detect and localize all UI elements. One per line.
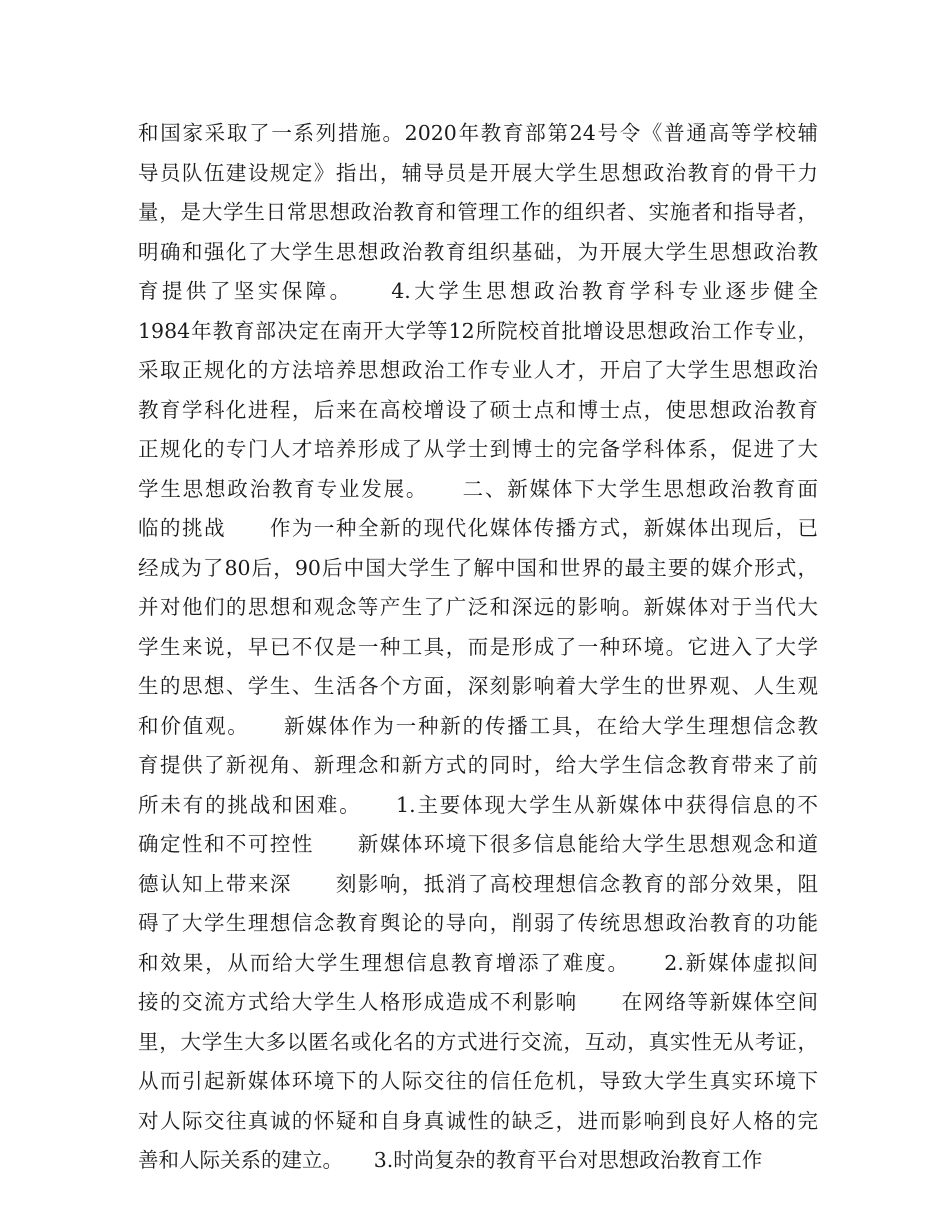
text-line: 采取正规化的方法培养思想政治工作专业人才，开启了大学生思想政治 [138,358,818,382]
text-line: 善和人际关系的建立。 3.时尚复杂的教育平台对思想政治教育工作 [138,1148,763,1172]
text-line: 德认知上带来深 刻影响，抵消了高校理想信念教育的部分效果，阻 [138,871,818,896]
text-line: 经成为了80后，90后中国大学生了解中国和世界的最主要的媒介形式， [138,555,818,580]
text-line: 从而引起新媒体环境下的人际交往的信任危机，导致大学生真实环境下 [138,1069,818,1093]
text-line: 和价值观。 新媒体作为一种新的传播工具，在给大学生理想信念教 [138,713,818,738]
text-line: 教育学科化进程，后来在高校增设了硕士点和博士点，使思想政治教育 [138,397,818,422]
text-line: 确定性和不可控性 新媒体环境下很多信息能给大学生思想观念和道 [138,832,818,856]
text-line: 正规化的专门人才培养形成了从学士到博士的完备学科体系，促进了大 [138,437,818,461]
text-line: 对人际交往真诚的怀疑和自身真诚性的缺乏，进而影响到良好人格的完 [138,1108,818,1133]
text-line: 临的挑战 作为一种全新的现代化媒体传播方式，新媒体出现后，已 [138,516,818,540]
text-line: 明确和强化了大学生思想政治教育组织基础，为开展大学生思想政治教 [138,239,818,264]
text-line: 育提供了坚实保障。 4.大学生思想政治教育学科专业逐步健全 [138,279,818,303]
text-line: 接的交流方式给大学生人格形成造成不利影响 在网络等新媒体空间 [138,990,818,1014]
text-line: 生的思想、学生、生活各个方面，深刻影响着大学生的世界观、人生观 [138,674,818,698]
text-line: 所未有的挑战和困难。 1.主要体现大学生从新媒体中获得信息的不 [138,792,818,817]
text-line: 碍了大学生理想信念教育舆论的导向，削弱了传统思想政治教育的功能 [138,911,818,935]
text-line: 学生思想政治教育专业发展。 二、新媒体下大学生思想政治教育面 [138,476,818,501]
body-text [138,114,818,1181]
text-line: 里，大学生大多以匿名或化名的方式进行交流，互动，真实性无从考证， [138,1029,818,1054]
text-line: 育提供了新视角、新理念和新方式的同时，给大学生信念教育带来了前 [138,753,818,777]
text-line: 并对他们的思想和观念等产生了广泛和深远的影响。新媒体对于当代大 [138,595,818,619]
text-line: 和国家采取了一系列措施。2020年教育部第24号令《普通高等学校辅 [138,121,818,145]
text-line: 学生来说，早已不仅是一种工具，而是形成了一种环境。它进入了大学 [138,634,818,659]
text-line: 和效果，从而给大学生理想信息教育增添了难度。 2.新媒体虚拟间 [138,950,818,975]
text-line: 导员队伍建设规定》指出，辅导员是开展大学生思想政治教育的骨干力 [138,160,818,185]
text-line: 量，是大学生日常思想政治教育和管理工作的组织者、实施者和指导者， [138,200,818,224]
text-line: 1984年教育部决定在南开大学等12所院校首批增设思想政治工作专业， [138,318,818,343]
